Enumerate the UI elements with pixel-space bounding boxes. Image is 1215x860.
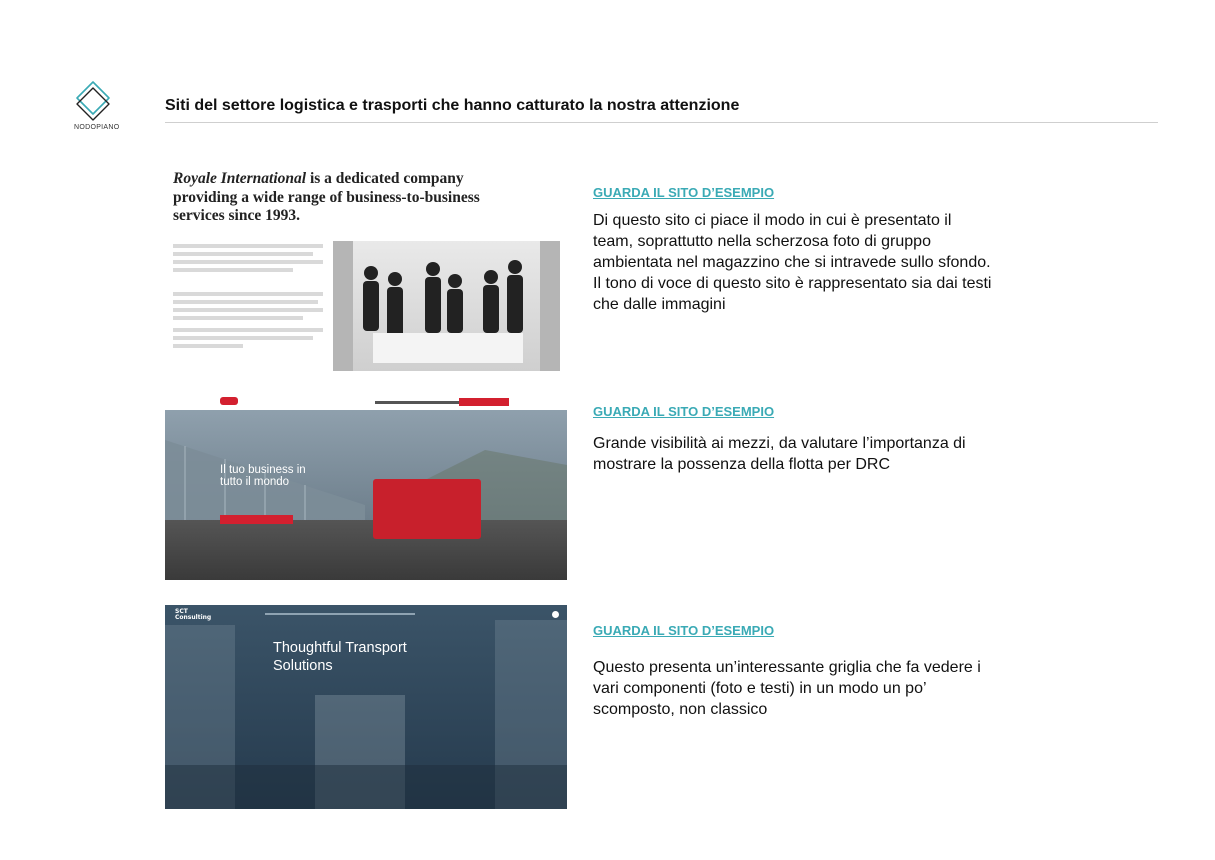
- page-title: Siti del settore logistica e trasporti che hanno catturato la nostra attenzione: [165, 97, 740, 114]
- team-photo: [333, 241, 560, 371]
- screenshot-cta: [220, 515, 293, 524]
- example-link-1[interactable]: GUARDA IL SITO D’ESEMPIO: [593, 185, 775, 200]
- screenshot-logo: SCT Consulting: [175, 608, 212, 621]
- example-link-2[interactable]: GUARDA IL SITO D’ESEMPIO: [593, 404, 775, 419]
- screenshot-headline: Royale International is a dedicated company providing a wide range of business-to-business services since 1993.: [173, 170, 480, 224]
- title-divider: [165, 122, 1158, 123]
- screenshot-navbar: [165, 384, 567, 410]
- example-description-1: Di questo sito ci piace il modo in cui è presentato il team, soprattutto nella scherzosa foto di gruppo ambientata nel magazzino che si intravede sullo sfondo. Il tono di voce di questo sito è rappresentato sia dai testi che dalle immagini: [593, 212, 992, 313]
- example-screenshot-sct: [165, 605, 567, 809]
- logo-text: NODOPIANO: [74, 124, 120, 131]
- red-truck: [373, 479, 481, 539]
- example-description-3: Questo presenta un’interessante griglia che fa vedere i vari componenti (foto e testi) in un modo un po’ scomposto, non classico: [593, 659, 981, 718]
- example-description-2: Grande visibilità ai mezzi, da valutare l’importanza di mostrare la possenza della flotta per DRC: [593, 435, 966, 473]
- example-screenshot-arcese: [165, 384, 567, 580]
- example-link-3[interactable]: GUARDA IL SITO D’ESEMPIO: [593, 623, 775, 638]
- nodopiano-logo: [74, 80, 120, 131]
- diamond-logo-icon: [74, 80, 112, 122]
- example-screenshot-royale: [165, 168, 567, 372]
- screenshot-headline: Il tuo business in tutto il mondo: [220, 464, 306, 488]
- screenshot-headline: Thoughtful Transport Solutions: [273, 640, 407, 674]
